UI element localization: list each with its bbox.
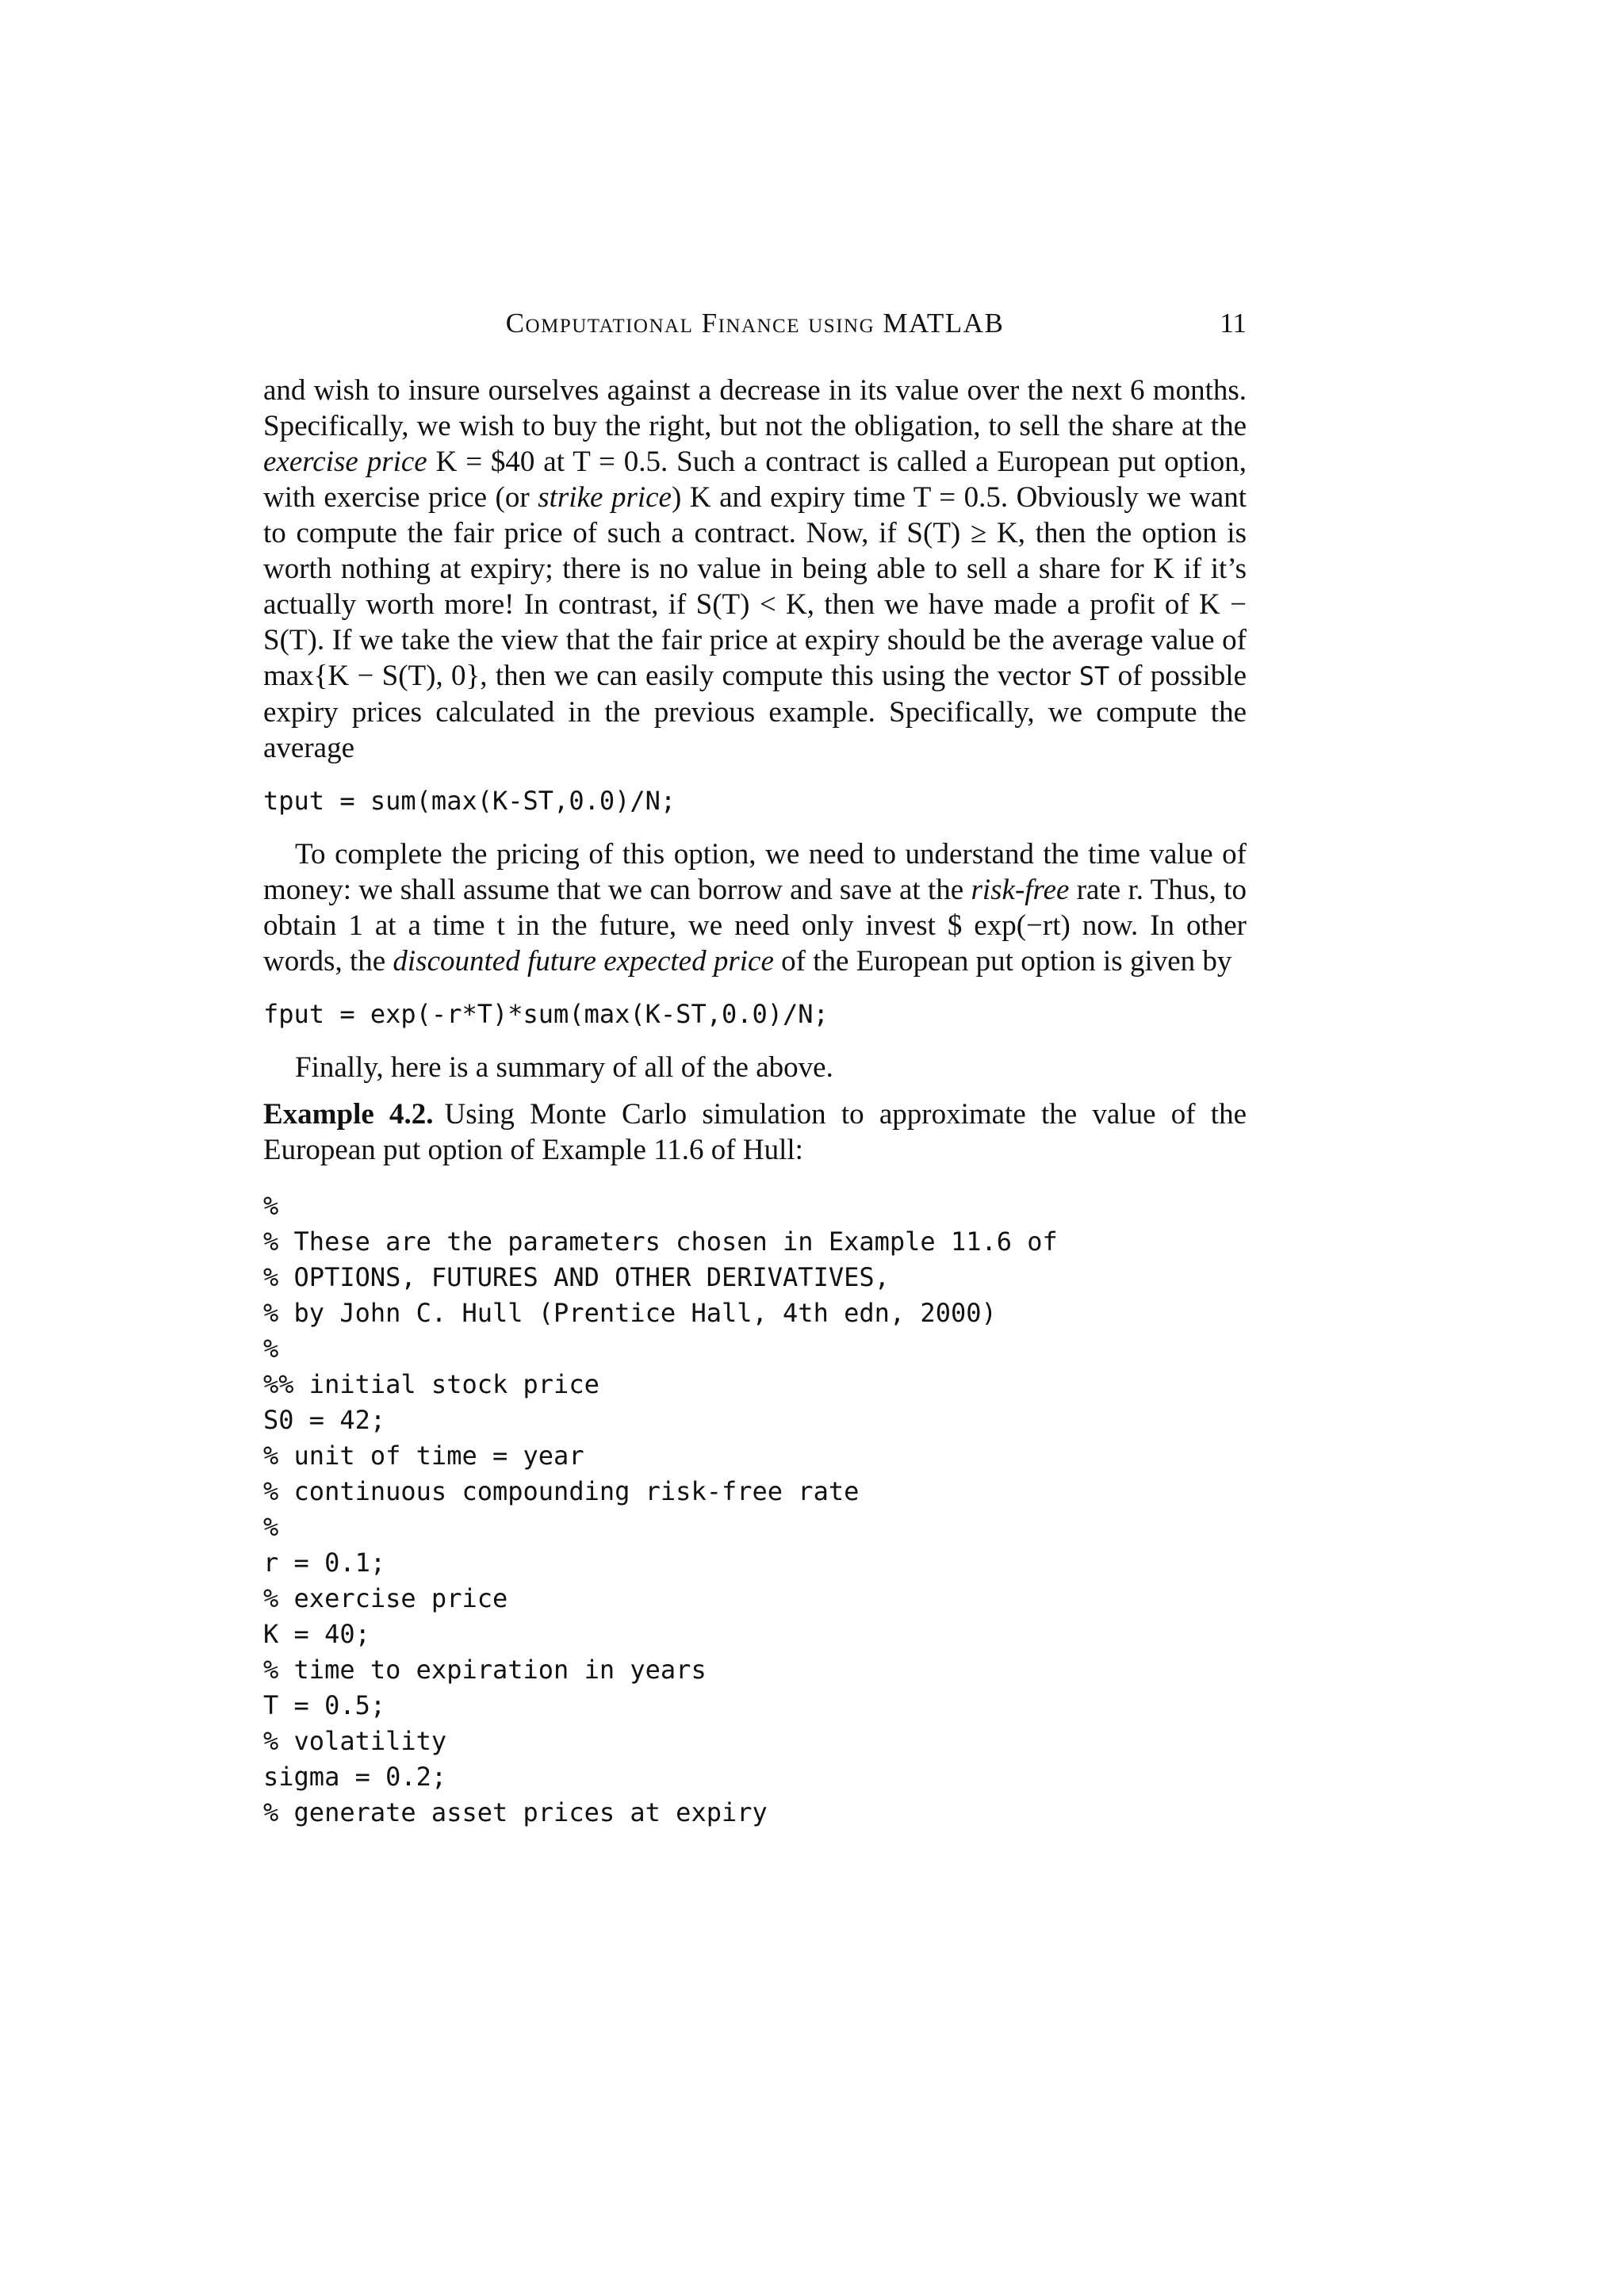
emphasis-strike-price: strike price <box>538 481 672 514</box>
inline-code-st: ST <box>1078 661 1110 691</box>
code-fput: fput = exp(-r*T)*sum(max(K-ST,0.0)/N; <box>263 999 829 1029</box>
paragraph-put-option-intro <box>263 373 1247 766</box>
code-line: % generate asset prices at expiry <box>263 1797 768 1827</box>
code-line: % exercise price <box>263 1583 508 1613</box>
code-line: sigma = 0.2; <box>263 1762 447 1792</box>
paragraph-text: and wish to insure ourselves against a decrease in its value over the next 6 months. Specifically, we wish to buy the right, but not the obligation, to sell the share at the <box>263 374 1247 442</box>
page-number: 11 <box>1220 308 1247 339</box>
matlab-code-listing <box>263 1188 1247 1831</box>
code-line: T = 0.5; <box>263 1690 386 1720</box>
paragraph-time-value <box>263 836 1247 979</box>
example-heading <box>263 1096 1247 1168</box>
code-tput: tput = sum(max(K-ST,0.0)/N; <box>263 786 676 816</box>
code-line: % unit of time = year <box>263 1441 584 1471</box>
code-line: r = 0.1; <box>263 1548 386 1578</box>
code-line: % <box>263 1191 279 1221</box>
code-line: % volatility <box>263 1726 447 1756</box>
emphasis-exercise-price: exercise price <box>263 446 427 478</box>
paragraph-text: ) K and expiry time T = 0.5. Obviously we want to compute the fair price of such a contract. Now, if S(T) ≥ K, then the option is worth nothing at expiry; there is no value in being able to sell a share for K if it’s actually worth more! In contrast, if S(T) < K, then we have made a profit of K − S(T). If we take the view that the fair price at expiry should be the average value of max{K − S(T), 0}, then we can easily compute this using the vector <box>263 481 1247 692</box>
code-line: % OPTIONS, FUTURES AND OTHER DERIVATIVES, <box>263 1262 890 1292</box>
emphasis-risk-free: risk-free <box>971 874 1070 906</box>
running-header <box>263 304 1247 342</box>
paragraph-summary: Finally, here is a summary of all of the above. <box>295 1051 833 1084</box>
paragraph-text: rate r. Thus, to obtain 1 at a time t in the future, we need only invest $ exp(−rt) now. In other words, the <box>263 874 1247 978</box>
code-line: % by John C. Hull (Prentice Hall, 4th edn, 2000) <box>263 1298 997 1328</box>
code-line: % continuous compounding risk-free rate <box>263 1476 860 1506</box>
example-text: Using Monte Carlo simulation to approximate the value of the European put option of Example 11.6 of Hull: <box>263 1098 1247 1166</box>
code-line: % <box>263 1512 279 1542</box>
paragraph-text: of possible expiry prices calculated in the previous example. Specifically, we compute the average <box>263 660 1247 764</box>
code-line: K = 40; <box>263 1619 370 1649</box>
paragraph-text: To complete the pricing of this option, we need to understand the time value of money: we shall assume that we can borrow and save at the <box>263 838 1247 906</box>
paragraph-text: K = $40 at T = 0.5. Such a contract is called a European put option, with exercise price (or <box>263 446 1247 514</box>
page-body <box>263 373 1247 1831</box>
code-line: %% initial stock price <box>263 1369 599 1399</box>
example-label: Example 4.2. <box>263 1098 434 1131</box>
paragraph-text: of the European put option is given by <box>773 945 1232 978</box>
code-line: S0 = 42; <box>263 1405 386 1435</box>
code-line: % <box>263 1334 279 1364</box>
emphasis-discounted-price: discounted future expected price <box>393 945 774 978</box>
running-title: Computational Finance using MATLAB <box>505 308 1005 339</box>
code-line: % time to expiration in years <box>263 1655 707 1685</box>
code-line: % These are the parameters chosen in Example 11.6 of <box>263 1226 1058 1257</box>
